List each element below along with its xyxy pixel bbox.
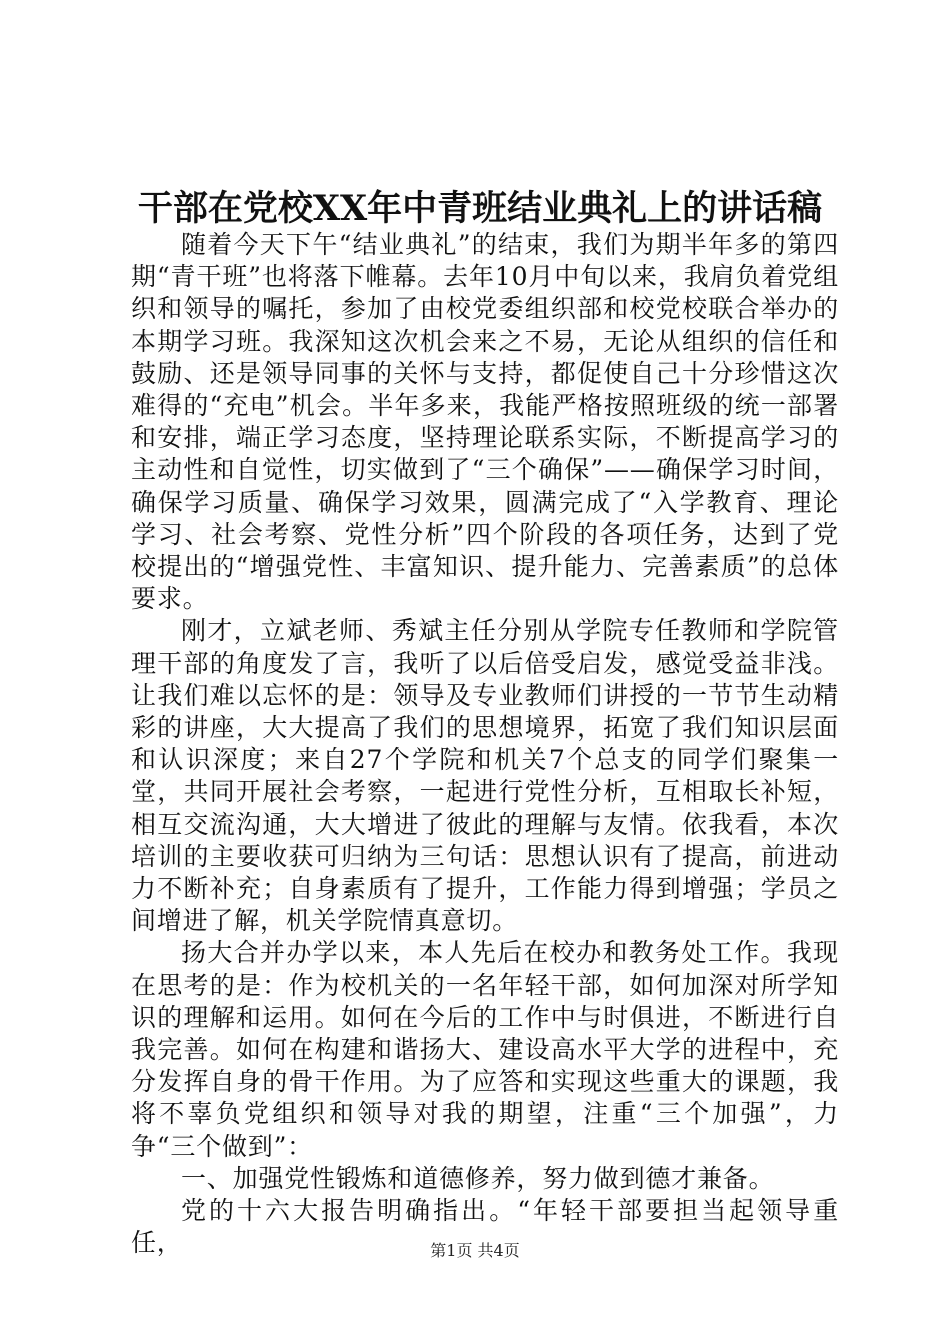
paragraph: 扬大合并办学以来，本人先后在校办和教务处工作。我现在思考的是：作为校机关的一名年轻干部，如何加深对所学知识的理解和运用。如何在今后的工作中与时俱进，不断进行自我完善。如何在构建和谐扬大、建设高水平大学的进程中，充分发挥自身的骨干作用。为了应答和实现这些重大的课题，我将不辜负党组织和领导对我的期望，注重“三个加强”，力争“三个做到”： — [131, 938, 839, 1161]
section-heading: 一、加强党性锻炼和道德修养，努力做到德才兼备。 — [181, 1163, 775, 1193]
page-number: 第1页 共4页 — [430, 1241, 520, 1260]
paragraph: 刚才，立斌老师、秀斌主任分别从学院专任教师和学院管理干部的角度发了言，我听了以后倍受启发，感觉受益非浅。让我们难以忘怀的是：领导及专业教师们讲授的一节节生动精彩的讲座，大大提高了我们的思想境界，拓宽了我们知识层面和认识深度；来自27个学院和机关7个总支的同学们聚集一堂，共同开展社会考察，一起进行党性分析，互相取长补短，相互交流沟通，大大增进了彼此的理解与友情。依我看，本次培训的主要收获可归纳为三句话：思想认识有了提高，前进动力不断补充；自身素质有了提升，工作能力得到增强；学员之间增进了解，机关学院情真意切。 — [131, 616, 839, 936]
document-title: 干部在党校XX年中青班结业典礼上的讲话稿 — [137, 188, 823, 229]
document-body — [131, 229, 839, 1260]
paragraph: 随着今天下午“结业典礼”的结束，我们为期半年多的第四期“青干班”也将落下帷幕。去年10月中旬以来，我肩负着党组织和领导的嘱托，参加了由校党委组织部和校党校联合举办的本期学习班。我深知这次机会来之不易，无论从组织的信任和鼓励、还是领导同事的关怀与支持，都促使自己十分珍惜这次难得的“充电”机会。半年多来，我能严格按照班级的统一部署和安排，端正学习态度，坚持理论联系实际，不断提高学习的主动性和自觉性，切实做到了“三个确保”——确保学习时间，确保学习质量、确保学习效果，圆满完成了“入学教育、理论学习、社会考察、党性分析”四个阶段的各项任务，达到了党校提出的“增强党性、丰富知识、提升能力、完善素质”的总体要求。 — [131, 230, 839, 614]
paragraph: 党的十六大报告明确指出。“年轻干部要担当起领导重任， — [131, 1196, 839, 1258]
